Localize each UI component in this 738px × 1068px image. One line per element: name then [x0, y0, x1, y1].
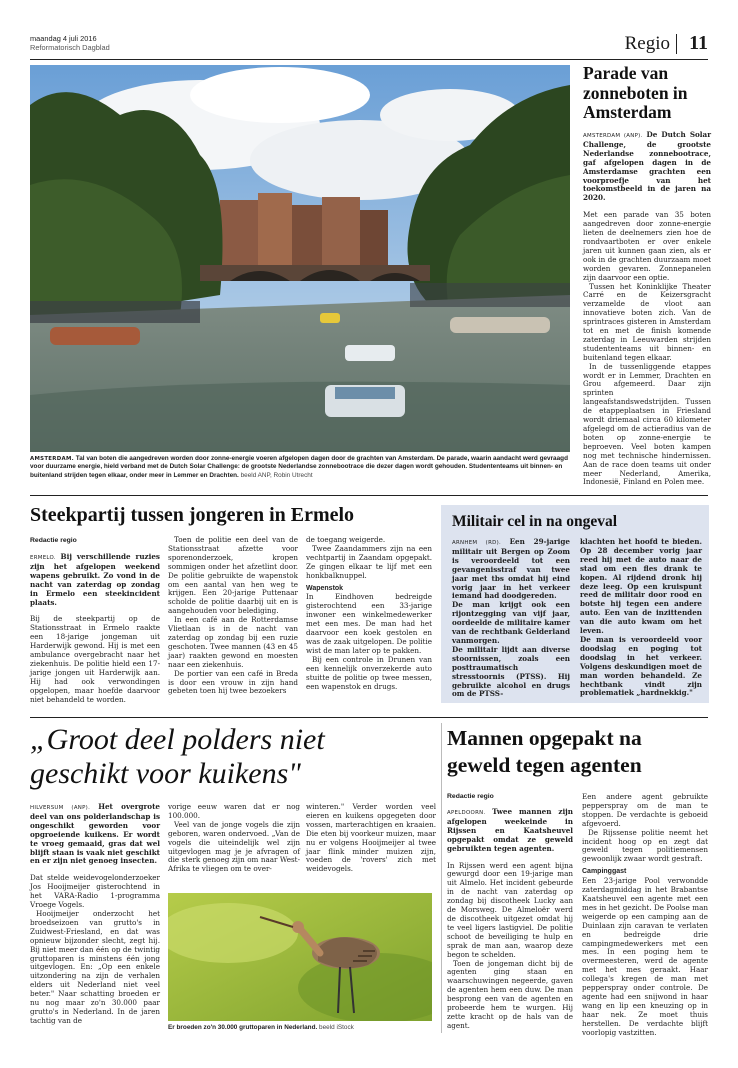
agents-byline: Redactie regio: [447, 793, 494, 800]
military-column-1: [452, 538, 570, 699]
solar-lead: De Dutch Solar Challenge, de grootste Nederlandse zonnebootrace, gaf afgelopen dagen in de Amsterdamse grachten een voorproefje van het toekomstbeeld in de jaren na 2020.: [583, 130, 711, 203]
stab-paragraph: De portier van een café in Breda is door een vrouw in zijn hand gebeten toen hij twee bezoekers: [168, 668, 298, 696]
stab-paragraph: de toegang weigerde.: [306, 535, 386, 544]
stab-paragraph: Twee Zaandammers zijn na een vechtpartij in Zaandam opgepakt. Ze gingen elkaar te lijf met een honkbalknuppel.: [306, 543, 432, 580]
stab-paragraph: Bij de steekpartij op de Stationsstraat in Ermelo raakte een 18-jarige jongeman uit Harderwijk gewond. Hij is met een ambulance overgebracht naar het ziekenhuis. De politie hield een 17-jarige jongen uit Harderwijk aan. Hij had ook verwondingen opgelopen, maar hoefde daarvoor niet behandeld te worden.: [30, 614, 160, 704]
solar-paragraph: Tussen het Koninklijke Theater Carré en de Keizersgracht verzamelde de vloot aan innovatieve boten zich. Van de sprintraces gisteren in Amsterdam tot en met de finish komende zaterdag in Leeuwarden strijden studententeams uit binnen- en buitenland tegen elkaar.: [583, 281, 711, 362]
polders-column-1: [30, 803, 160, 1026]
masthead-rule: [30, 59, 708, 60]
stab-column-3: [306, 536, 432, 691]
godwit-photo: [168, 893, 432, 1021]
military-paragraph: De man is veroordeeld voor doodslag en poging tot doodslag in het verkeer. Volgens deskundigen moet de man worden behandeld. Ze hechtbank vindt zijn problematiek „hardnekkig.": [580, 634, 702, 698]
agents-headline-line: Mannen opgepakt na: [447, 726, 642, 750]
solar-paragraph: Met een parade van 35 boten aangedreven door zonne-energie lieten de deelnemers zien hoe de rondvaartboten er over enkele jaren uit kunnen gaan zien, als er ook in de grachten duurzaam moet worden gevaren. Zonnepanelen zijn daarvoor een optie.: [583, 210, 711, 282]
polders-column-3: [306, 803, 436, 874]
solar-headline: Parade van zonneboten in Amsterdam: [583, 63, 688, 122]
newspaper-name: Reformatorisch Dagblad: [30, 43, 110, 52]
military-paragraph: klachten het hoofd te bieden. Op 28 december vorig jaar reed hij met de auto naar de stad om een fles drank te kopen. Al rijdend dronk hij deze leeg. Op een kruispunt reed de militair door rood en botste hij tegen een andere auto. Een van de inzittenden van die auto kwam om het leven.: [580, 537, 702, 636]
polders-paragraph: Hooijmeijer onderzocht het broedseizoen van grutto's in Zuidwest-Friesland, en dat was opnieuw bijzonder slecht, zegt hij. Bij niet meer dan één op de twintig gruttoparen is minstens één jong uitgevlogen. En: „Op een enkele uitzondering na zijn de verhalen elders uit Nederland niet veel beter." Naar schatting broeden er nu nog maar zo'n 30.000 paar grutto's in Nederland. In de jaren tachtig van de: [30, 908, 160, 1025]
agents-lead: Twee mannen zijn afgelopen weekeinde in Rijssen en Kaatsheuvel opgepakt omdat ze geweld gebruikten tegen agenten.: [447, 807, 573, 853]
stab-paragraph: In een café aan de Rotterdamse Vlietlaan is in de nacht van zaterdag op zondag bij een ruzie geschoten. Twee mannen (43 en 45 jaar) raakten gewond en moesten naar een ziekenhuis.: [168, 615, 298, 669]
photo-credit: beeld ANP, Robin Utrecht: [240, 471, 313, 479]
polders-headline-line: „Groot deel polders niet: [30, 723, 325, 756]
polders-paragraph: Dat stelde weidevogelonderzoeker Jos Hooijmeijer gisterochtend in het VARA-Radio 1-programma Vroege Vogels.: [30, 873, 160, 910]
military-paragraph: De militair lijdt aan diverse stoornissen, zoals een posttraumatisch stresstoornis (PTSS). Hij gebruikte alcohol en drugs om de PTSS-: [452, 644, 570, 699]
agents-paragraph: Een 23-jarige Pool verwondde zaterdagmiddag in het Brabantse Kaatsheuvel een agente met een mes in het gezicht. De Poolse man weigerde op een camping aan de Duinlaan zijn caravan te verlaten en bedreigde drie campingmedewerkers met een mes. In een poging hem te overmeesteren, werd de agente met het mes geraakt. Haar collega's kregen de man met pepperspray onder controle. De agente had een snijwond in haar wang en lip een kneuzing op in haar nek. Ze moet thuis herstellen. De verdachte blijft voorlopig vastzitten.: [582, 876, 708, 1037]
section-rule: [30, 495, 708, 496]
polders-lead: Het overgrote deel van ons polderlandschap is ongeschikt geworden voor opgroeiende kuikens. Er wordt te vroeg gemaaid, gras dat wel blijft staan is vaak niet geschikt en er zijn niet genoeg insecten.: [30, 802, 160, 866]
military-paragraph: De man krijgt ook een rijontzegging van vijf jaar, oordeelde de militaire kamer van de rechtbank Gelderland vanmorgen.: [452, 600, 570, 645]
agents-paragraph: De Rijssense politie neemt het incident hoog op en zegt dat geweld tegen politiemensen gewoonlijk zwaar wordt gestraft.: [582, 827, 708, 864]
issue-date: maandag 4 juli 2016: [30, 34, 97, 43]
solar-paragraph: In de tussenliggende etappes wordt er in Lemmer, Drachten en Grou afgemeerd. Daar zijn sprinten langeafstandswedstrijden. Tussen de etappeplaatsen in Friesland wordt driemaal circa 60 kilometer afgelegd om de actieradius van de boten op zonne-energie te beproeven. Veel boten kampen nog met technische hindernissen. Aan de race doen teams uit onder meer Nederland, Amerika, Indonesië, Finland en Polen mee.: [583, 361, 711, 487]
agents-paragraph: Toen de jongeman dicht bij de agenten ging staan en waarschuwingen negeerde, gaven de agenten hem een duw. De man besprong een van de agenten en probeerde hem te wurgen. Hij zette kracht op de hals van de agent.: [447, 958, 573, 1030]
solar-dateline: AMSTERDAM (ANP).: [583, 133, 643, 139]
polders-paragraph: vorige eeuw waren dat er nog 100.000.: [168, 802, 300, 820]
stab-paragraph: Bij een controle in Drunen van een kennelijk onverzekerde auto stuitte de politie op twee messen, een wapenstok en drugs.: [306, 654, 432, 691]
stab-lead: Bij verschillende ruzies zijn het afgelopen weekend wapens gebruikt. Zo vond in de nacht van zaterdag op zondag in Ermelo een steekincident plaats.: [30, 552, 160, 607]
polders-paragraph: winteren." Verder worden veel eieren en kuikens opgegeten door vossen, marterachtigen en kraaien. Die eten bij voorkeur muizen, maar nu er volgens Hooijmeijer al twee jaar flink minder muizen zijn, voeden de 'rovers' zich met weidevogels.: [306, 802, 436, 874]
column-rule: [441, 723, 442, 1033]
stab-byline: Redactie regio: [30, 537, 77, 544]
section-label: Regio: [624, 33, 670, 54]
stab-paragraph: In Eindhoven bedreigde gisterochtend een 33-jarige inwoner een winkelmedewerker met een mes. De man had het daarvoor een koek gestolen en was de zaak uitgelopen. De politie wist de man later op te pakken.: [306, 592, 432, 655]
stab-subhead: Wapenstok: [306, 584, 344, 592]
stab-paragraph: Toen de politie een deel van de Stationsstraat afzette voor sporenonderzoek, kropen sommigen onder het afzetlint door. De politie gebruikte de wapenstok om een aantal van hen weg te krijgen. Een 20-jarige Puttenaar scholde de politie daarbij uit en is aangehouden voor belediging.: [168, 535, 298, 616]
godwit-photo-caption: [168, 1024, 432, 1032]
godwit-photo-credit: beeld iStock: [319, 1024, 354, 1031]
stab-column-2: [168, 536, 298, 696]
caption-text: Tal van boten die aangedreven worden door zonne-energie voeren afgelopen dagen door de grachten van Amsterdam. De parade, waarin aandacht werd gevraagd voor duurzame energie, hield verband met de Dutch Solar Challenge: de grootste Nederlandse zonnebootrace die dezer dagen wordt gehouden. Studententeams uit binnen- en buitenland strijden tegen elkaar, onder meer in Lemmer en Drachten.: [30, 455, 568, 479]
agents-paragraph: In Rijssen werd een agent bijna gewurgd door een 19-jarige man uit Almelo. Het incident gebeurde in de nacht van zaterdag op zondag bij discotheek Lucky aan de Morsweg. De Almeloër werd de discotheek uitgezet omdat hij te veel ligers lastigviel. De politie schoot de beveiliging te hulp en sprak de man aan, waarop deze begon te schelden.: [447, 860, 573, 959]
agents-column-2: [582, 793, 708, 1037]
military-column-2: [580, 538, 702, 698]
polders-paragraph: Veel van de jonge vogels die zijn geboren, waren ondervoed. „Van de vogels die uiteindelijk wel zijn uitgevlogen mag je je afvragen of die sterk genoeg zijn om naar West-Afrika te vliegen om te over-: [168, 819, 300, 874]
agents-subhead: Campinggast: [582, 868, 627, 876]
stab-headline: Steekpartij tussen jongeren in Ermelo: [30, 504, 355, 526]
stab-column-1: [30, 553, 160, 705]
agents-dateline: APELDOORN.: [447, 810, 486, 816]
agents-headline-line: geweld tegen agenten: [447, 753, 642, 777]
stab-dateline: ERMELO.: [30, 555, 56, 561]
solar-article-body: [583, 131, 711, 487]
military-headline: Militair cel in na ongeval: [452, 513, 618, 530]
polders-headline: [30, 723, 440, 791]
military-lead: Een 29-jarige militair uit Bergen op Zoom is veroordeeld tot een gevangenisstraf van twee jaar met tbs omdat hij eind vorig jaar in het verkeer iemand had doodgereden.: [452, 537, 570, 601]
canal-photo: [30, 65, 570, 452]
military-dateline: ARNHEM (RD).: [452, 540, 501, 546]
polders-headline-line: geschikt voor kuikens": [30, 757, 301, 790]
caption-location: AMSTERDAM.: [30, 456, 74, 462]
page-number: 11: [689, 32, 708, 54]
agents-headline: [447, 725, 709, 779]
section-divider: [676, 34, 677, 54]
polders-dateline: HILVERSUM (ANP).: [30, 805, 91, 811]
polders-column-2: [168, 803, 300, 874]
godwit-caption-text: Er broeden zo'n 30.000 gruttoparen in Nederland.: [168, 1024, 318, 1031]
agents-paragraph: Een andere agent gebruikte pepperspray om de man te stoppen. De verdachte is geboeid afgevoerd.: [582, 792, 708, 828]
canal-photo-caption: [30, 455, 570, 480]
section-rule: [30, 717, 708, 718]
agents-column-1: [447, 808, 573, 1031]
